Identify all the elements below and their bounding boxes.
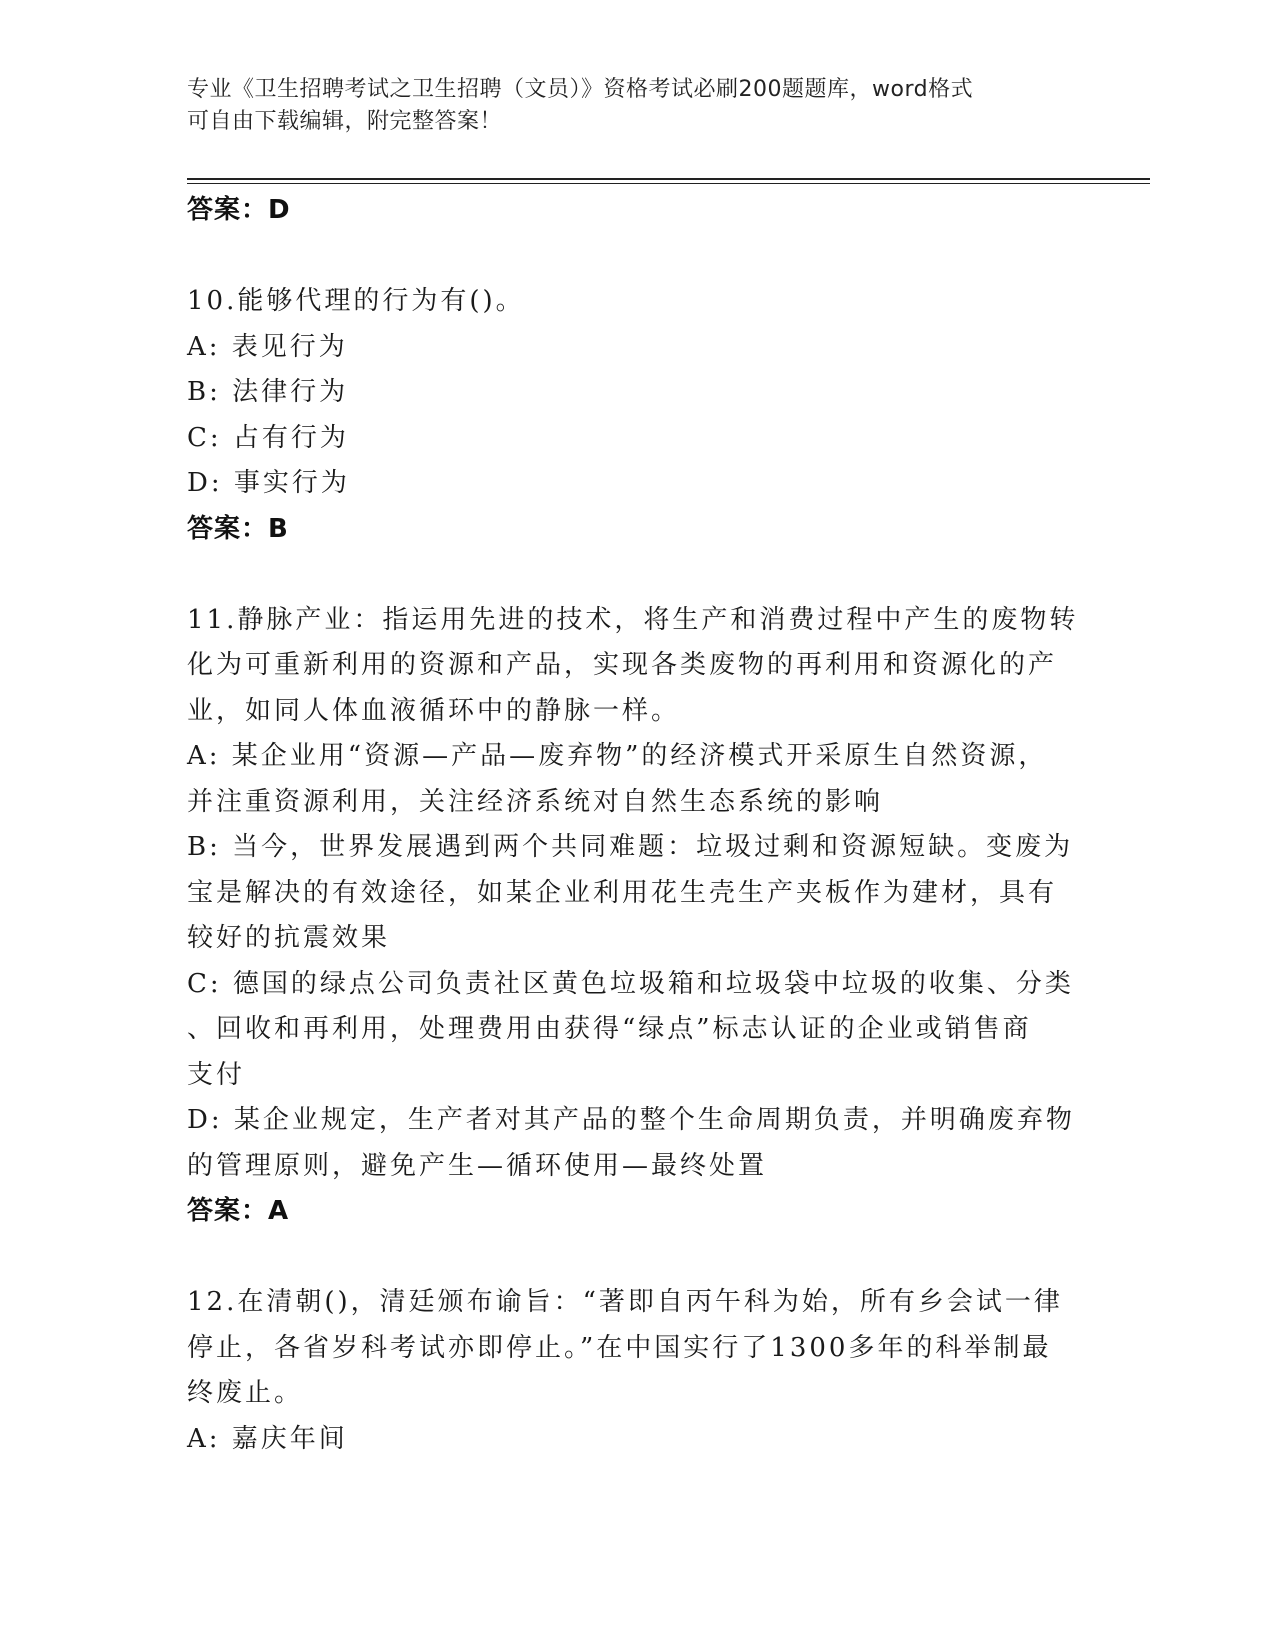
option-c: 、回收和再利用，处理费用由获得“绿点”标志认证的企业或销售商: [187, 1014, 1032, 1044]
option-b: 宝是解决的有效途径，如某企业利用花生壳生产夹板作为建材，具有: [187, 877, 1058, 908]
page-header: [187, 74, 1067, 138]
question-stem: 11.静脉产业：指运用先进的技术，将生产和消费过程中产生的废物转: [187, 604, 1079, 635]
question-11: [187, 598, 1087, 1235]
option-a: A: 嘉庆年间: [187, 1423, 348, 1454]
question-stem: 停止，各省岁科考试亦即停止。”在中国实行了1300多年的科举制最: [187, 1332, 1052, 1363]
option-a: A: 表见行为: [187, 331, 348, 362]
option-d: 的管理原则，避免产生—循环使用—最终处置: [187, 1150, 768, 1181]
question-stem: 化为可重新利用的资源和产品，实现各类废物的再利用和资源化的产: [187, 650, 1058, 680]
question-12: [187, 1280, 1087, 1462]
spacer: [187, 234, 1087, 280]
spacer: [187, 552, 1087, 598]
option-c: 支付: [187, 1059, 246, 1090]
answer-prev: 答案：D: [187, 195, 291, 225]
option-b: 较好的抗震效果: [187, 923, 391, 953]
option-c: C: 占有行为: [187, 422, 349, 453]
option-a: A: 某企业用“资源—产品—废弃物”的经济模式开采原生自然资源，: [187, 741, 1048, 771]
option-a: 并注重资源利用，关注经济系统对自然生态系统的影响: [187, 786, 884, 817]
option-c: C: 德国的绿点公司负责社区黄色垃圾箱和垃圾袋中垃圾的收集、分类: [187, 968, 1074, 999]
question-10: [187, 279, 1087, 552]
option-d: D: 某企业规定，生产者对其产品的整个生命周期负责，并明确废弃物: [187, 1105, 1075, 1135]
answer: 答案：A: [187, 1196, 290, 1226]
document-body: [187, 188, 1087, 1462]
spacer: [187, 1235, 1087, 1281]
header-line-2: 可自由下载编辑，附完整答案！: [187, 109, 503, 134]
question-stem: 10.能够代理的行为有()。: [187, 286, 525, 316]
question-stem: 业，如同人体血液循环中的静脉一样。: [187, 695, 681, 726]
answer: 答案：B: [187, 513, 289, 544]
header-rule-thin: [187, 183, 1150, 184]
option-b: B: 法律行为: [187, 377, 349, 407]
option-d: D: 事实行为: [187, 468, 350, 498]
question-stem: 12.在清朝()，清廷颁布谕旨：“著即自丙午科为始，所有乡会试一律: [187, 1287, 1063, 1317]
header-rule-thick: [187, 178, 1150, 180]
question-stem: 终废止。: [187, 1378, 304, 1408]
option-b: B: 当今，世界发展遇到两个共同难题：垃圾过剩和资源短缺。变废为: [187, 832, 1074, 862]
header-line-1: 专业《卫生招聘考试之卫生招聘（文员）》资格考试必刷200题题库，word格式: [187, 77, 974, 102]
